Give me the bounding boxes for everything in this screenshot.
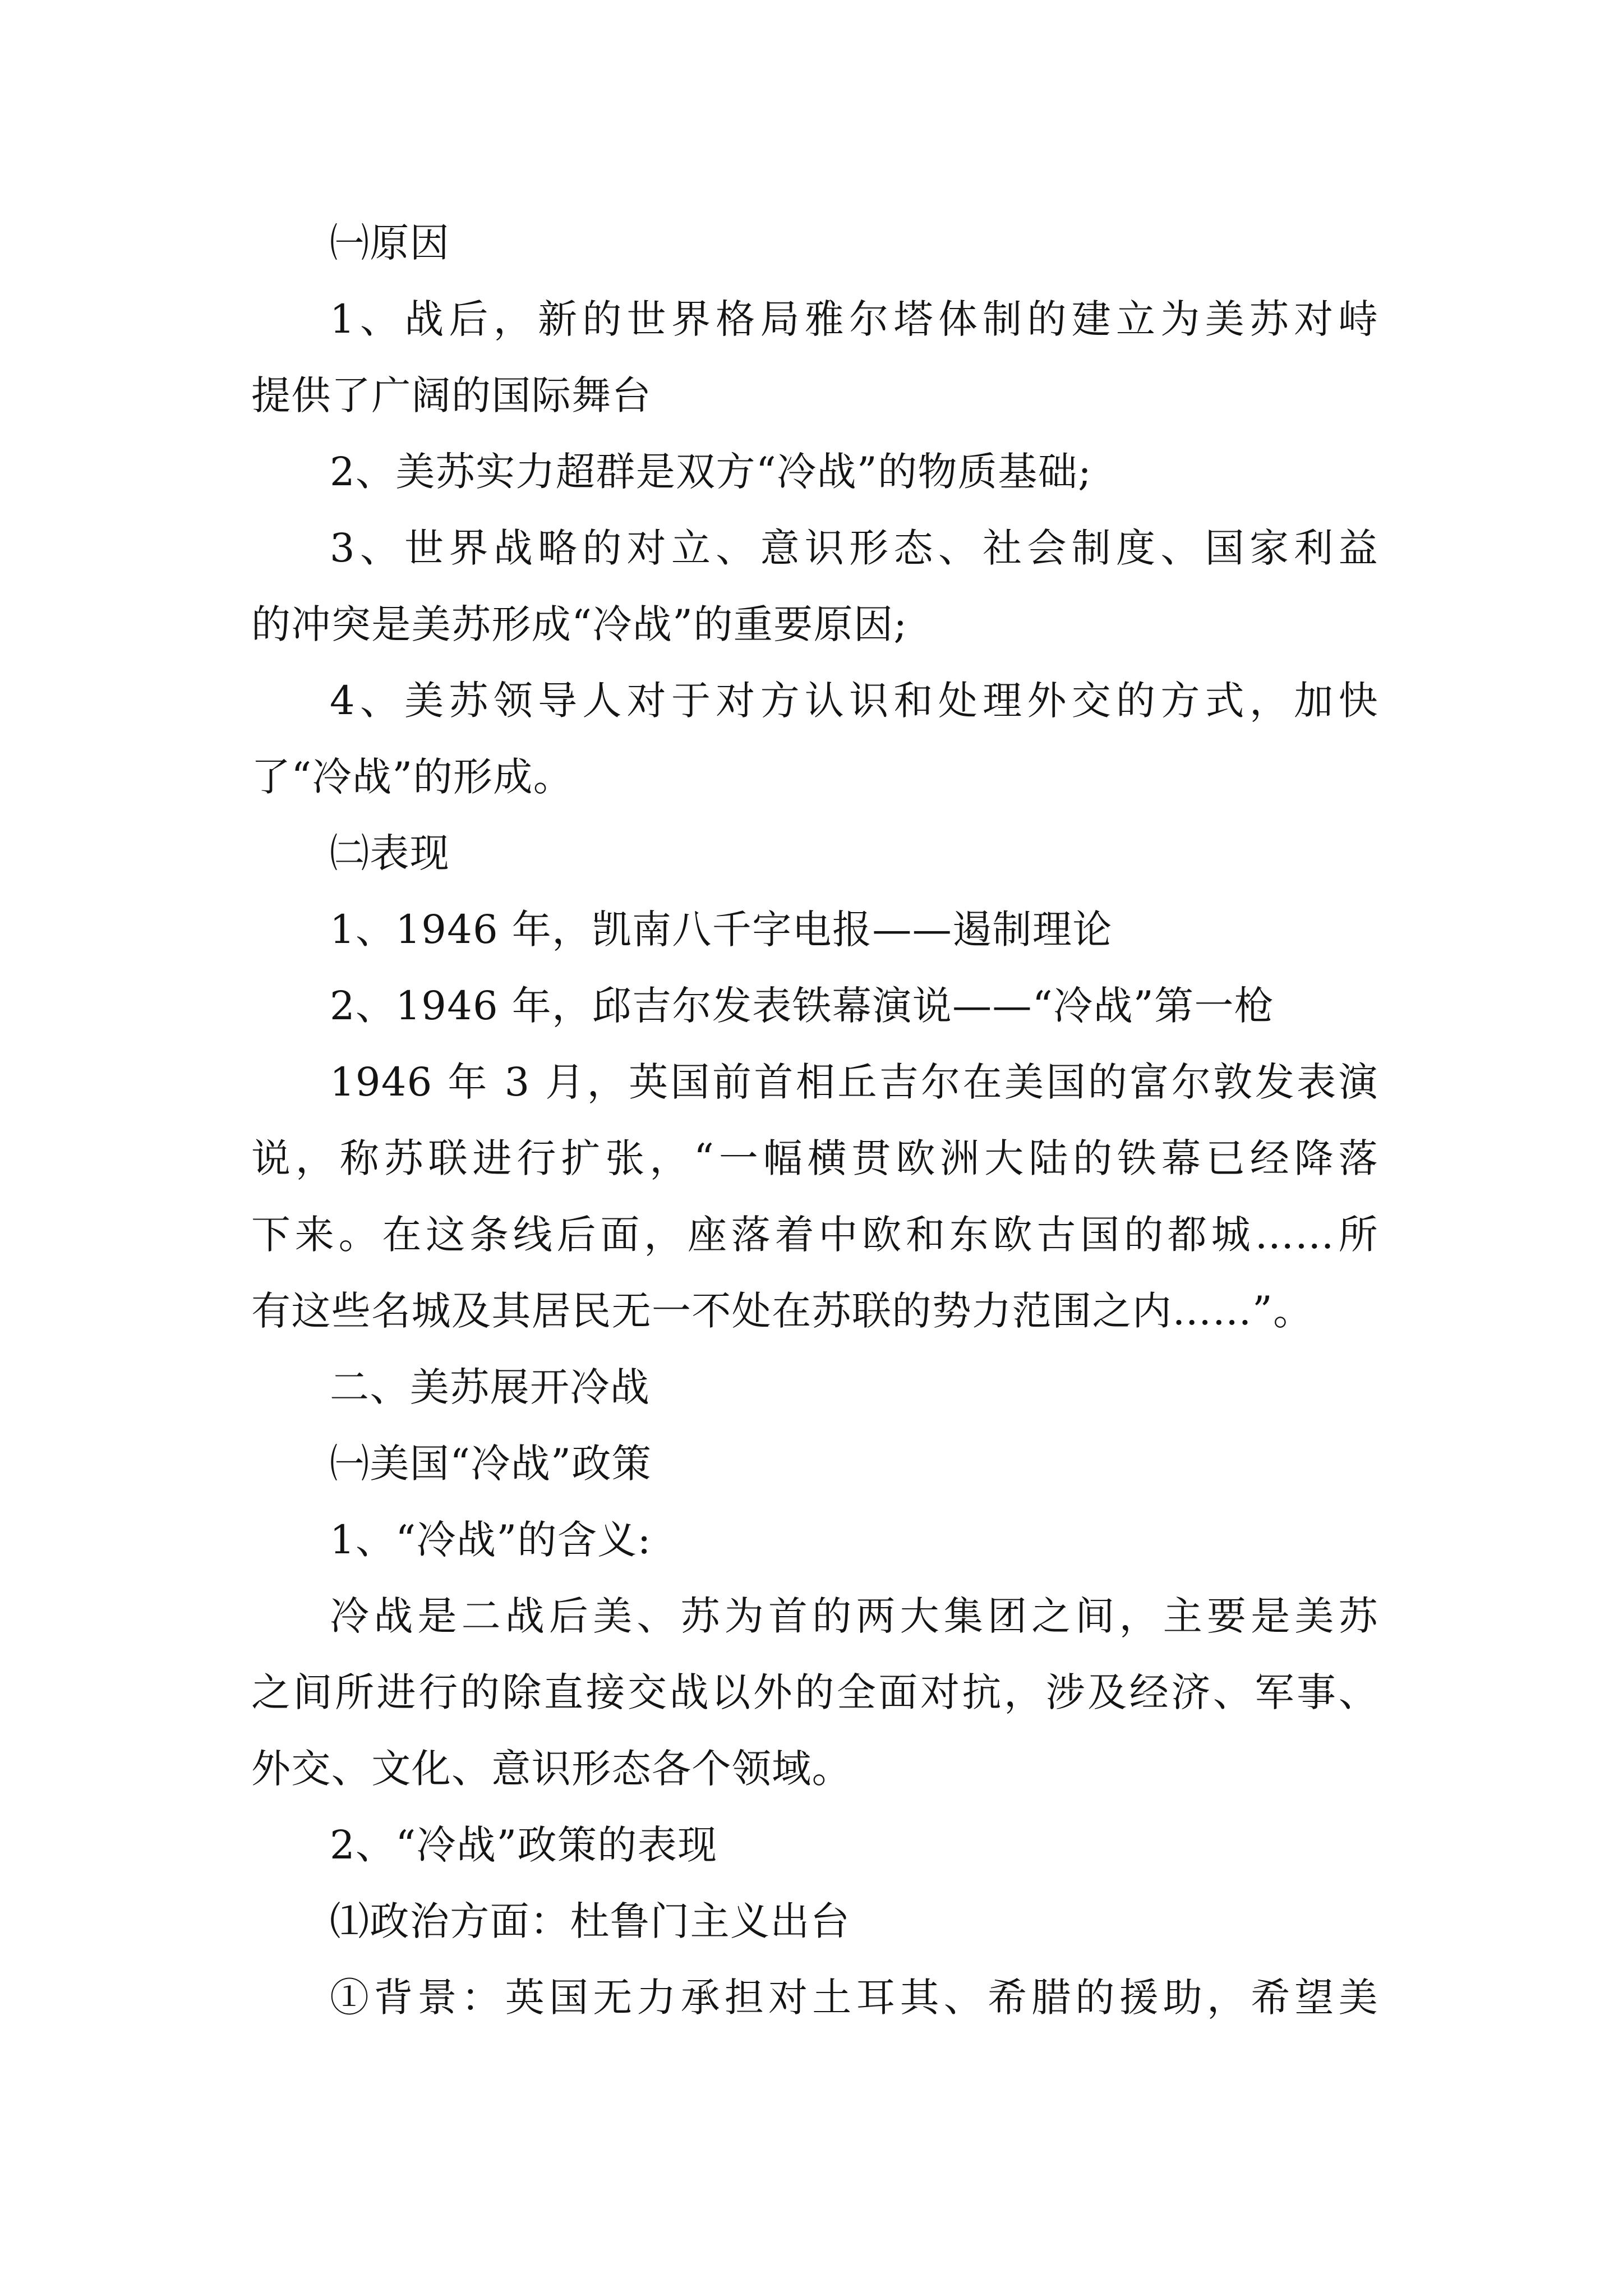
paragraph-line: 的冲突是美苏形成“冷战”的重要原因; — [251, 601, 908, 647]
paragraph-line: 2、美苏实力超群是双方“冷战”的物质基础; — [330, 449, 1092, 495]
paragraph-line: 说，称苏联进行扩张，“一幅横贯欧洲大陆的铁幕已经降落 — [251, 1135, 1378, 1181]
section-heading-cold-war: 二、美苏展开冷战 — [330, 1364, 651, 1410]
paragraph-line: 外交、文化、意识形态各个领域。 — [251, 1746, 852, 1792]
paragraph-line: 3、世界战略的对立、意识形态、社会制度、国家利益 — [330, 525, 1378, 571]
paragraph-line: 2、1946 年，邱吉尔发表铁幕演说——“冷战”第一枪 — [330, 983, 1275, 1029]
paragraph-line: 有这些名城及其居民无一不处在苏联的势力范围之内……”。 — [251, 1288, 1313, 1334]
paragraph-line: 1、“冷战”的含义: — [330, 1517, 652, 1563]
paragraph-line: 1、战后，新的世界格局雅尔塔体制的建立为美苏对峙 — [330, 296, 1378, 342]
paragraph-line: 之间所进行的除直接交战以外的全面对抗，涉及经济、军事、 — [251, 1669, 1378, 1715]
paragraph-line: 下来。在这条线后面，座落着中欧和东欧古国的都城……所 — [251, 1212, 1378, 1258]
paragraph-line: 了“冷战”的形成。 — [251, 754, 574, 800]
paragraph-line: 1946 年 3 月，英国前首相丘吉尔在美国的富尔敦发表演 — [330, 1059, 1378, 1105]
paragraph-line: 4、美苏领导人对于对方认识和处理外交的方式，加快 — [330, 678, 1378, 724]
paragraph-line: ⑴政治方面：杜鲁门主义出台 — [330, 1898, 851, 1944]
document-body — [251, 205, 1378, 2036]
paragraph-line: 提供了广阔的国际舞台 — [251, 372, 652, 418]
section-heading-causes: ㈠原因 — [330, 220, 450, 266]
paragraph-line: 冷战是二战后美、苏为首的两大集团之间，主要是美苏 — [330, 1593, 1378, 1639]
paragraph-line: ①背景：英国无力承担对土耳其、希腊的援助，希望美 — [330, 1975, 1378, 2021]
paragraph-line: 2、“冷战”政策的表现 — [330, 1822, 718, 1868]
section-heading-manifestations: ㈡表现 — [330, 830, 450, 876]
subsection-heading-us-policy: ㈠美国“冷战”政策 — [330, 1441, 652, 1487]
paragraph-line: 1、1946 年，凯南八千字电报——遏制理论 — [330, 907, 1113, 953]
